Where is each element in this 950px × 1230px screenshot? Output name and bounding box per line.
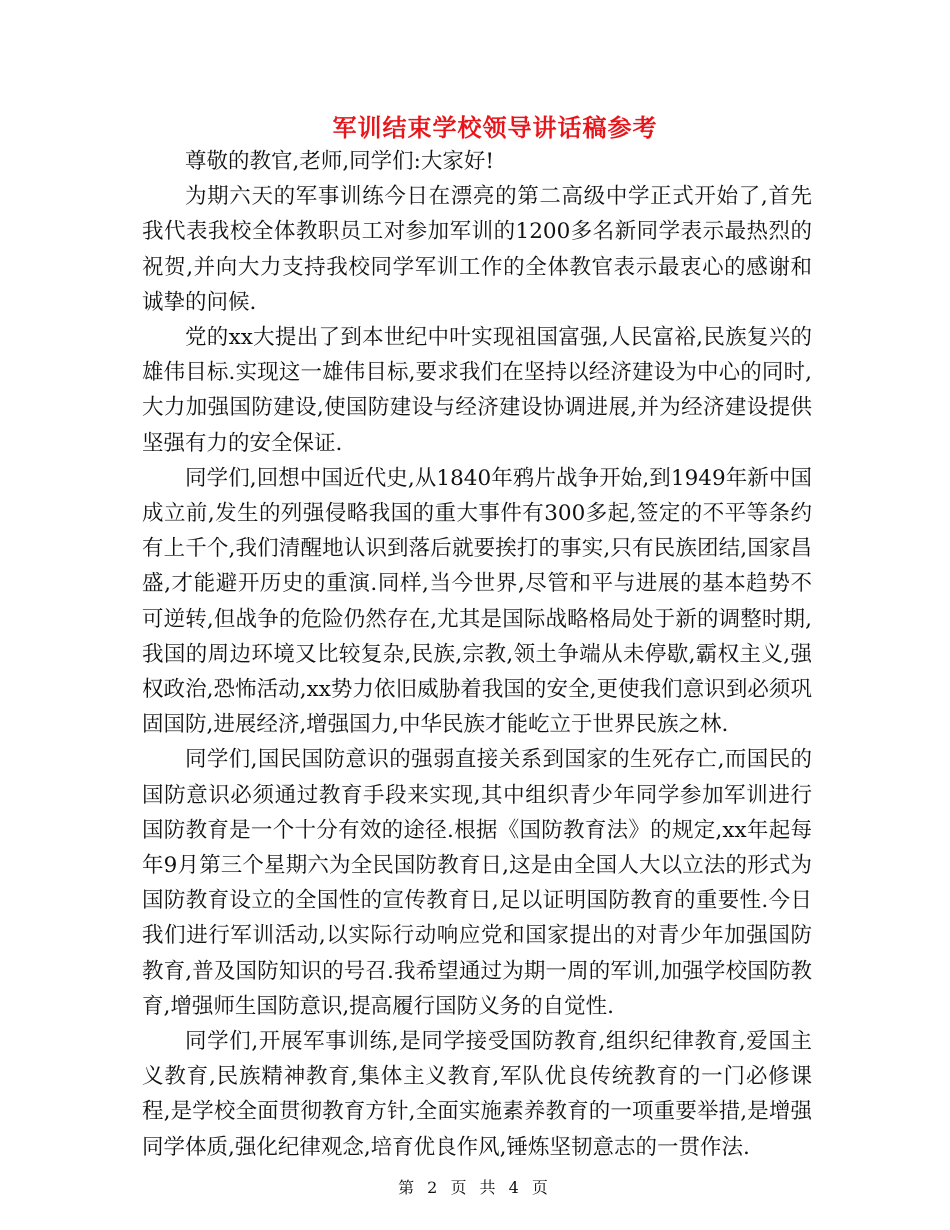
page-footer: 第 2 页 共 4 页	[398, 1178, 552, 1197]
document-title: 军训结束学校领导讲话稿参考	[332, 114, 658, 142]
document-body	[142, 144, 812, 1165]
paragraph: 同学们,回想中国近代史,从1840年鸦片战争开始,到1949年新中国成立前,发生的列强侵略我国的重大事件有300多起,签定的不平等条约有上千个,我们清醒地认识到落后就要挨打的事实,只有民族团结,国家昌盛,才能避开历史的重演.同样,当今世界,尽管和平与进展的基本趋势不可逆转,但战争的危险仍然存在,尤其是国际战略格局处于新的调整时期,我国的周边环境又比较复杂,民族,宗教,领土争端从未停歇,霸权主义,强权政治,恐怖活动,xx势力依旧威胁着我国的安全,更使我们意识到必须巩固国防,进展经济,增强国力,中华民族才能屹立于世界民族之林.	[142, 465, 812, 738]
paragraph-greeting: 尊敬的教官,老师,同学们:大家好!	[185, 149, 495, 174]
paragraph: 为期六天的军事训练今日在漂亮的第二高级中学正式开始了,首先我代表我校全体教职员工对参加军训的1200多名新同学表示最热烈的祝贺,并向大力支持我校同学军训工作的全体教官表示最衷心的感谢和诚挚的问候.	[142, 184, 812, 315]
paragraph: 同学们,开展军事训练,是同学接受国防教育,组织纪律教育,爱国主义教育,民族精神教育,集体主义教育,军队优良传统教育的一门必修课程,是学校全面贯彻教育方针,全面实施素养教育的一项重要举措,是增强同学体质,强化纪律观念,培育优良作风,锤炼坚韧意志的一贯作法.	[142, 1029, 812, 1160]
paragraph: 同学们,国民国防意识的强弱直接关系到国家的生死存亡,而国民的国防意识必须通过教育手段来实现,其中组织青少年同学参加军训进行国防教育是一个十分有效的途径.根据《国防教育法》的规定,xx年起每年9月第三个星期六为全民国防教育日,这是由全国人大以立法的形式为国防教育设立的全国性的宣传教育日,足以证明国防教育的重要性.今日我们进行军训活动,以实际行动响应党和国家提出的对青少年加强国防教育,普及国防知识的号召.我希望通过为期一周的军训,加强学校国防教育,增强师生国防意识,提高履行国防义务的自觉性.	[142, 747, 812, 1019]
paragraph: 党的xx大提出了到本世纪中叶实现祖国富强,人民富裕,民族复兴的雄伟目标.实现这一雄伟目标,要求我们在坚持以经济建设为中心的同时,大力加强国防建设,使国防建设与经济建设协调进展,并为经济建设提供坚强有力的安全保证.	[142, 325, 812, 456]
